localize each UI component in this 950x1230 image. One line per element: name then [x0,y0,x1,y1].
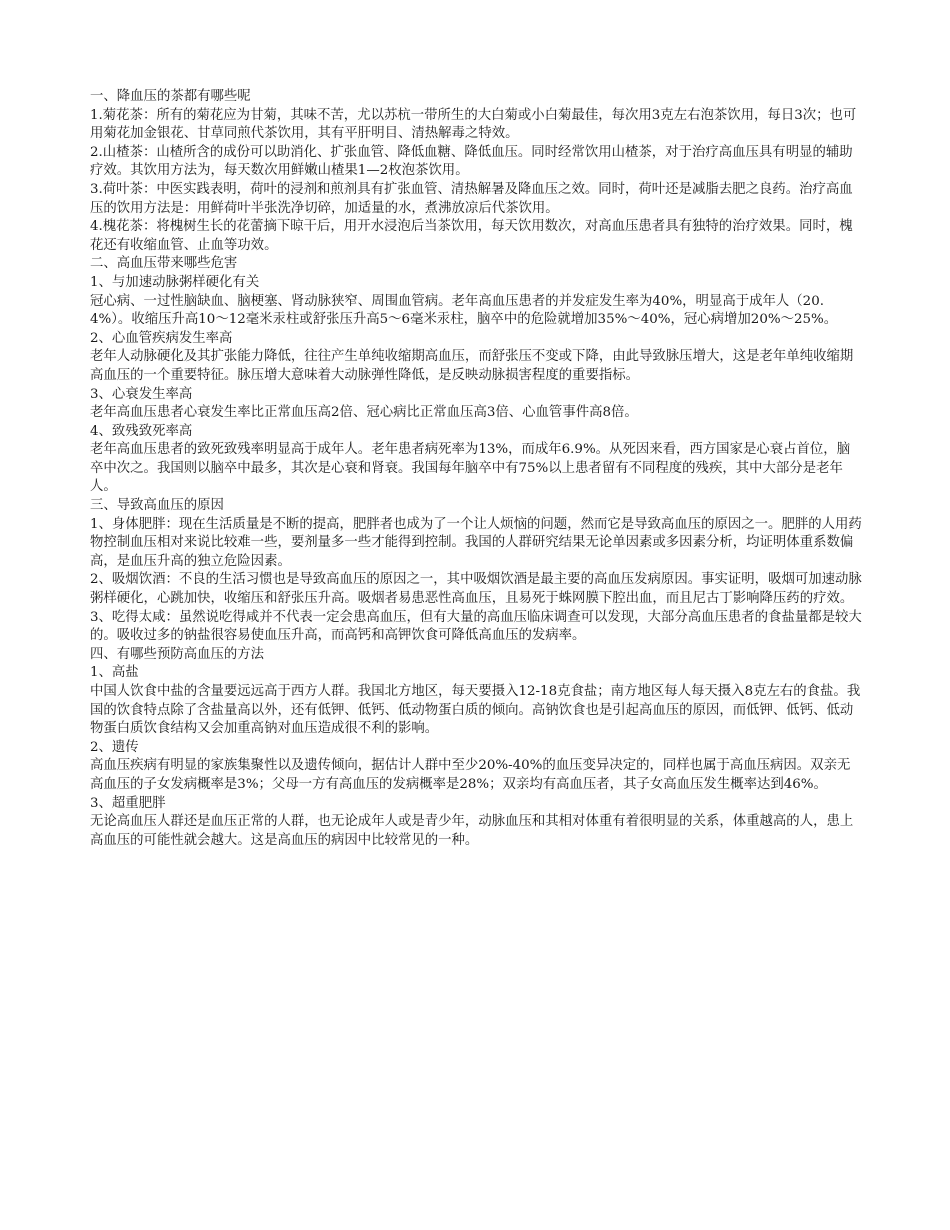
paragraph-heart-failure: 老年高血压患者心衰发生率比正常血压高2倍、冠心病比正常血压高3倍、心血管事件高8倍。 [90,405,638,421]
subheading-high-salt: 1、高盐 [90,665,139,681]
paragraph-heredity: 高血压疾病有明显的家族集聚性以及遗传倾向，据估计人群中至少20%-40%的血压变异决定的，同样也属于高血压病因。双亲无高血压的子女发病概率是3%；父母一方有高血压的发病概率是28%；双亲均有高血压者，其子女高血压发生概率达到46%。 [90,758,851,792]
paragraph-mortality: 老年高血压患者的致死致残率明显高于成年人。老年患者病死率为13%，而成年6.9%。从死因来看，西方国家是心衰占首位，脑卒中次之。我国则以脑卒中最多，其次是心衰和肾衰。我国每年脑卒中有75%以上患者留有不同程度的残疾，其中大部分是老年人。 [90,442,851,495]
paragraph-sophora-tea: 4.槐花茶：将槐树生长的花蕾摘下晾干后，用开水浸泡后当茶饮用，每天饮用数次，对高血压患者具有独特的治疗效果。同时，槐花还有收缩血管、止血等功效。 [90,219,853,253]
subheading-heart-failure: 3、心衰发生率高 [90,386,193,402]
subheading-atherosclerosis: 1、与加速动脉粥样硬化有关 [90,274,260,290]
paragraph-cardiovascular: 老年人动脉硬化及其扩张能力降低，往往产生单纯收缩期高血压，而舒张压不变或下降，由此导致脉压增大，这是老年单纯收缩期高血压的一个重要特征。脉压增大意味着大动脉弹性降低，是反映动脉损害程度的重要指标。 [90,349,854,383]
paragraph-high-salt: 中国人饮食中盐的含量要远远高于西方人群。我国北方地区，每天要摄入12-18克食盐；南方地区每人每天摄入8克左右的食盐。我国的饮食特点除了含盐量高以外，还有低钾、低钙、低动物蛋白质的倾向。高钠饮食也是引起高血压的原因，而低钾、低钙、低动物蛋白质饮食结构又会加重高钠对血压造成很不利的影响。 [90,684,861,737]
document-body [90,88,862,850]
paragraph-obesity-cause: 1、身体肥胖：现在生活质量是不断的提高，肥胖者也成为了一个让人烦恼的问题，然而它是导致高血压的原因之一。肥胖的人用药物控制血压相对来说比较难一些，要剂量多一些才能得到控制。我国的人群研究结果无论单因素或多因素分析，均证明体重系数偏高，是血压升高的独立危险因素。 [90,516,862,569]
section-heading-harms: 二、高血压带来哪些危害 [90,256,238,272]
paragraph-smoking-drinking: 2、吸烟饮酒：不良的生活习惯也是导致高血压的原因之一，其中吸烟饮酒是最主要的高血压发病原因。事实证明，吸烟可加速动脉粥样硬化，心跳加快，收缩压和舒张压升高。吸烟者易患恶性高血压，且易死于蛛网膜下腔出血，而且尼古丁影响降压药的疗效。 [90,572,862,607]
subheading-mortality: 4、致残致死率高 [90,423,193,439]
subheading-heredity: 2、遗传 [90,739,139,755]
paragraph-hawthorn-tea: 2.山楂茶：山楂所含的成份可以助消化、扩张血管、降低血糖、降低血压。同时经常饮用山楂茶，对于治疗高血压具有明显的辅助疗效。其饮用方法为，每天数次用鲜嫩山楂果1—2枚泡茶饮用。 [90,144,853,179]
subheading-overweight: 3、超重肥胖 [90,795,166,811]
paragraph-overweight: 无论高血压人群还是血压正常的人群，也无论成年人或是青少年，动脉血压和其相对体重有着很明显的关系，体重越高的人，患上高血压的可能性就会越大。这是高血压的病因中比较常见的一种。 [90,814,854,848]
paragraph-salty-diet: 3、吃得太咸：虽然说吃得咸并不代表一定会患高血压，但有大量的高血压临床调查可以发现，大部分高血压患者的食盐量都是较大的。吸收过多的钠盐很容易使血压升高，而高钙和高钾饮食可降低高血压的发病率。 [90,609,862,644]
paragraph-atherosclerosis: 冠心病、一过性脑缺血、脑梗塞、肾动脉狭窄、周围血管病。老年高血压患者的并发症发生率为40%，明显高于成年人（20.4%）。收缩压升高10～12毫米汞柱或舒张压升高5～6毫米汞柱，脑卒中的危险就增加35%～40%，冠心病增加20%～25%。 [90,293,838,328]
section-heading-tea: 一、降血压的茶都有哪些呢 [90,89,251,104]
paragraph-lotus-leaf-tea: 3.荷叶茶：中医实践表明，荷叶的浸剂和煎剂具有扩张血管、清热解暑及降血压之效。同时，荷叶还是减脂去肥之良药。治疗高血压的饮用方法是：用鲜荷叶半张洗净切碎，加适量的水，煮沸放凉后代茶饮用。 [90,181,853,216]
section-heading-causes: 三、导致高血压的原因 [90,498,224,514]
subheading-cardiovascular: 2、心血管疾病发生率高 [90,330,233,346]
section-heading-prevention: 四、有哪些预防高血压的方法 [90,646,265,662]
paragraph-chrysanthemum-tea: 1.菊花茶：所有的菊花应为甘菊，其味不苦，尤以苏杭一带所生的大白菊或小白菊最佳，每次用3克左右泡茶饮用，每日3次；也可用菊花加金银花、甘草同煎代茶饮用，其有平肝明目、清热解毒之特效。 [90,107,857,142]
